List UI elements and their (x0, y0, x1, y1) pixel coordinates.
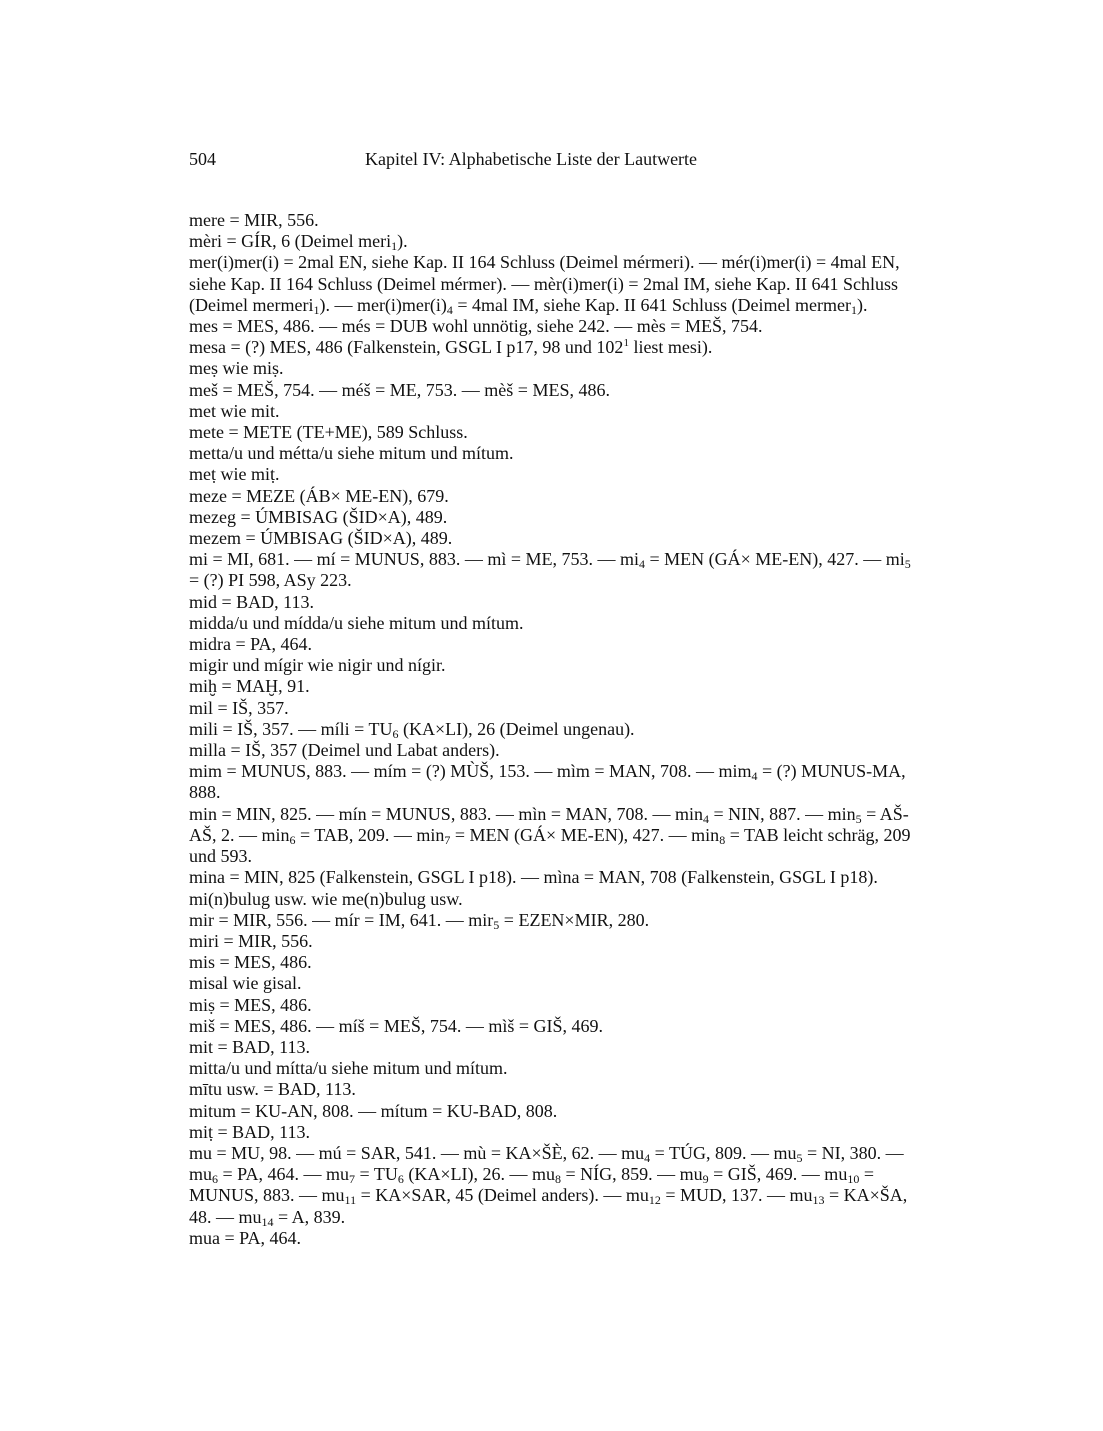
lexicon-entry: mili = IŠ, 357. — míli = $TU_6$ (KA×LI), 26 (Deimel ungenau). (189, 718, 635, 741)
lexicon-entry: mil = IŠ, 357. (189, 697, 289, 718)
lexicon-entry: migir und mígir wie nigir und nígir. (189, 655, 446, 676)
lexicon-entry: mer(i)mer(i) = 2mal EN, siehe Kap. II 164 Schluss (Deimel mérmeri). — mér(i)mer(i) = 4mal EN, siehe Kap. II 164 Schluss (Deimel mérmer). — mèr(i)mer(i) = 2mal IM, siehe Kap. II 641 Schluss (Deimel mermeri$_1$). — $mer(i)mer(i)_4 = 4mal$ IM, siehe Kap. II 641 Schluss (Deimel mermer$_1$). (189, 252, 900, 317)
lexicon-entry: miri = MIR, 556. (189, 930, 313, 951)
lexicon-entry: mi(n)bulug usw. wie me(n)bulug usw. (189, 888, 463, 909)
lexicon-entry: meṭ wie miṭ. (189, 464, 280, 485)
lexicon-entry: meš = MEŠ, 754. — méš = ME, 753. — mèš = MES, 486. (189, 379, 610, 400)
lexicon-entry: mid = BAD, 113. (189, 591, 314, 612)
lexicon-entry: midra = PA, 464. (189, 634, 312, 655)
lexicon-entry: misal wie gisal. (189, 973, 302, 994)
lexicon-entry: mere = MIR, 556. (189, 210, 319, 230)
lexicon-entry: milla = IŠ, 357 (Deimel und Labat anders). (189, 740, 500, 761)
lexicon-entry: mèri = GÍR, 6 (Deimel meri$_1$). (189, 231, 408, 254)
lexicon-entry: miḫ = MAḪ, 91. (189, 676, 310, 697)
lexicon-entry: min = MIN, 825. — mín = MUNUS, 883. — mìn = MAN, 708. — $\min_4$ = NIN, 887. — $\min_5$ = AŠ-AŠ, 2. — $\min_6$ = TAB, 209. — $\min_7$ = MEN (GÁ× ME-EN), 427. — $\min_8$ = TAB leicht schräg, 209 und 593. (189, 803, 911, 867)
lexicon-entry: mezeg = ÚMBISAG (ŠID×A), 489. (189, 506, 448, 527)
lexicon-entry: mina = MIN, 825 (Falkenstein, GSGL I p18). — mìna = MAN, 708 (Falkenstein, GSGL I p18). (189, 867, 878, 888)
lexicon-entry: miš = MES, 486. — míš = MEŠ, 754. — mìš = GIŠ, 469. (189, 1015, 603, 1036)
lexicon-entry: mit = BAD, 113. (189, 1036, 310, 1057)
lexicon-entry-list (189, 210, 917, 1249)
lexicon-entry: metta/u und métta/u siehe mitum und mítum. (189, 443, 514, 464)
lexicon-entry: mesa = (?) MES, 486 (Falkenstein, GSGL I p17, 98 und $102^1$ liest mesi). (189, 337, 713, 358)
lexicon-entry: mītu usw. = BAD, 113. (189, 1079, 356, 1100)
lexicon-entry: mi = MI, 681. — mí = MUNUS, 883. — mì = ME, 753. — $mi_4$ = MEN (GÁ× ME-EN), 427. — $mi_5$ = (?) PI 598, ASy 223. (189, 549, 911, 591)
lexicon-entry: met wie mit. (189, 400, 280, 421)
lexicon-entry: miṣ = MES, 486. (189, 994, 312, 1015)
lexicon-entry: mete = METE (TE+ME), 589 Schluss. (189, 422, 468, 443)
lexicon-entry: mitta/u und mítta/u siehe mitum und mítum. (189, 1058, 508, 1079)
lexicon-entry: mezem = ÚMBISAG (ŠID×A), 489. (189, 528, 453, 549)
lexicon-entry: mis = MES, 486. (189, 952, 312, 973)
running-title: Kapitel IV: Alphabetische Liste der Lautwerte (365, 149, 698, 169)
lexicon-entry: mes = MES, 486. — més = DUB wohl unnötig, siehe 242. — mès = MEŠ, 754. (189, 316, 763, 337)
page-header (189, 146, 914, 172)
lexicon-entry: meze = MEZE (ÁB× ME-EN), 679. (189, 485, 449, 506)
lexicon-entry: miṭ = BAD, 113. (189, 1121, 310, 1142)
lexicon-entry: mua = PA, 464. (189, 1227, 301, 1248)
lexicon-entry: midda/u und mídda/u siehe mitum und mítum. (189, 612, 524, 633)
lexicon-entry: mitum = KU-AN, 808. — mítum = KU-BAD, 808. (189, 1100, 558, 1121)
lexicon-entry: mim = MUNUS, 883. — mím = (?) MÙŠ, 153. — mìm = MAN, 708. — mim$_4$ = (?) MUNUS-MA, 888. (189, 761, 906, 803)
lexicon-entry: mir = MIR, 556. — mír = IM, 641. — mir$_5$ = EZEN×MIR, 280. (189, 909, 650, 932)
lexicon-entry: meṣ wie miṣ. (189, 358, 284, 379)
lexicon-entry: mu = MU, 98. — mú = SAR, 541. — mù = KA×ŠÈ, 62. — $mu_4$ = TÚG, 809. — $mu_5$ = NI, 380. — $mu_6$ = PA, 464. — $mu_7 = TU_6$ (KA×LI), 26. — $mu_8$ = NÍG, 859. — $mu_9$ = GIŠ, 469. — $mu_{10}$ = MUNUS, 883. — $mu_{11} = KA\times SAR$, 45 (Deimel anders). — $mu_{12}$ = MUD, 137. — $mu_{13}$ = KA×ŠA, 48. — $mu_{14} = A$, 839. (189, 1142, 908, 1229)
page-number: 504 (189, 149, 216, 169)
